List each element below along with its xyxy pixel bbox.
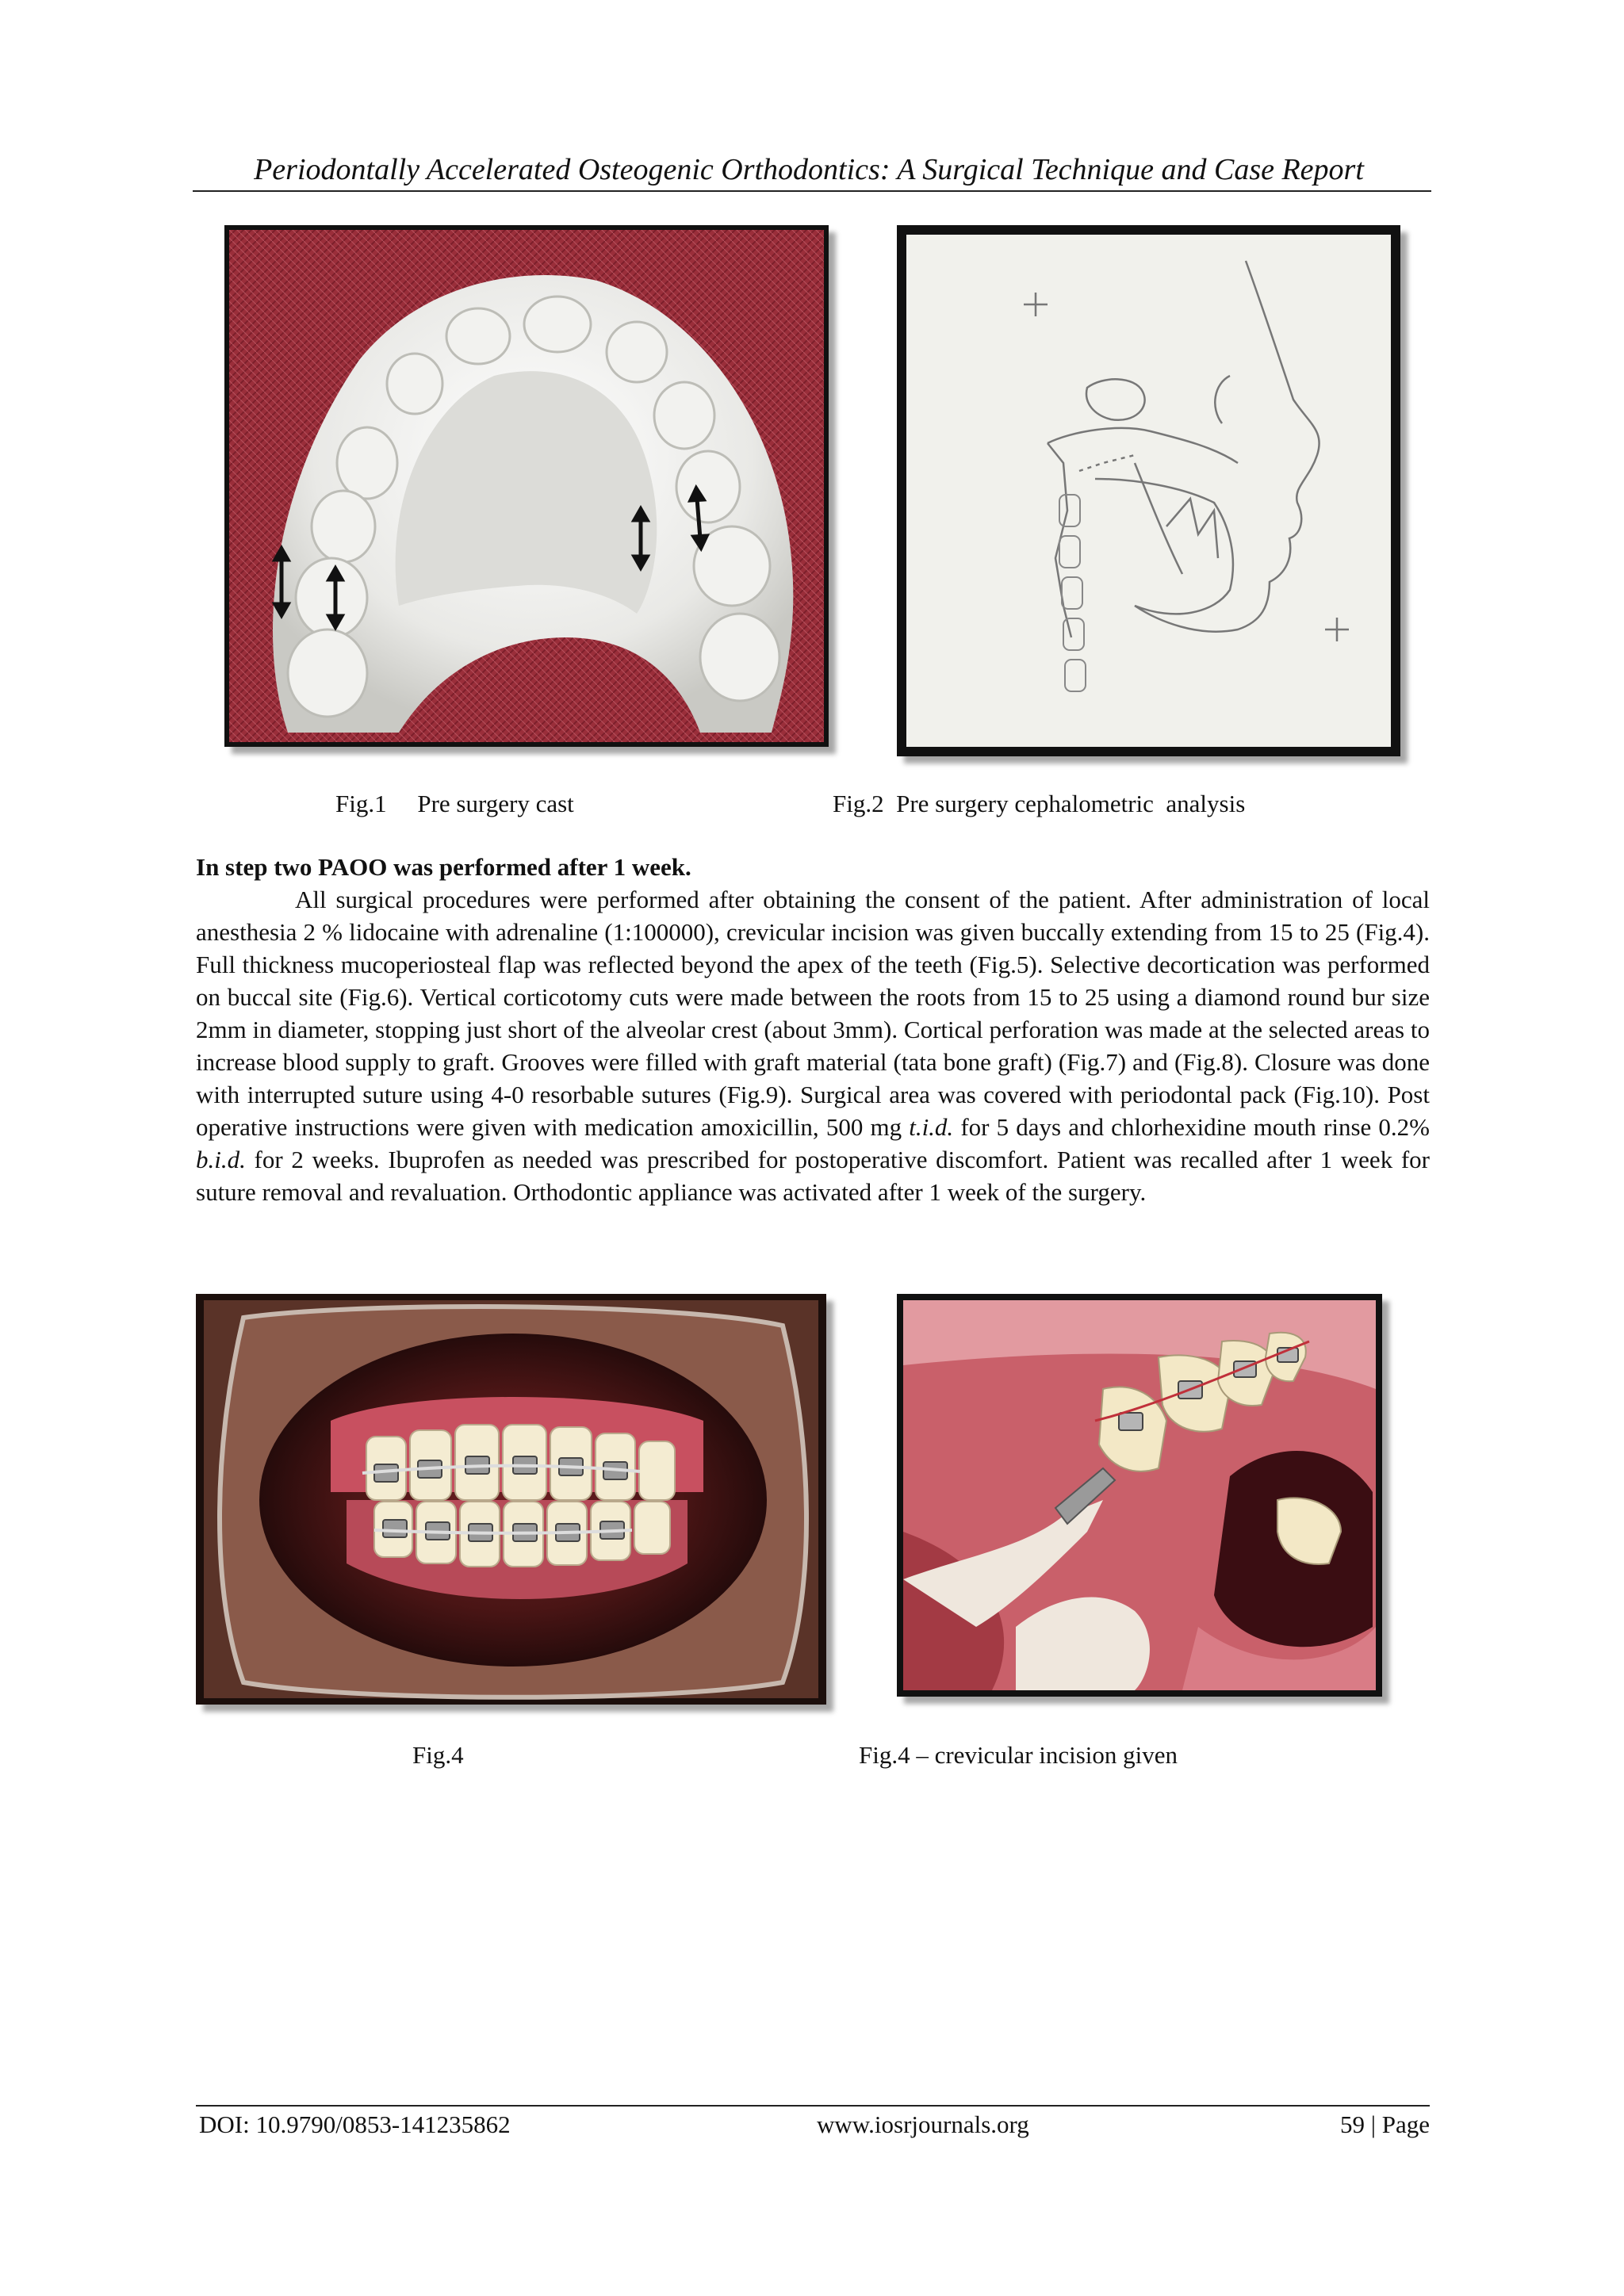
cephalometric-tracing-image: [897, 225, 1400, 756]
paragraph-text-part2: for 5 days and chlorhexidine mouth rinse 0.2%: [953, 1113, 1430, 1141]
paragraph-text-part1: All surgical procedures were performed after obtaining the consent of the patient. After administration of local anesthesia 2 % lidocaine with adrenaline (1:100000), crevicular incision was given buccally extending from 15 to 25 (Fig.4). Full thickness mucoperiosteal flap was reflected beyond the apex of the teeth (Fig.5). Selective decortication was performed on buccal site (Fig.6). Vertical corticotomy cuts were made between the roots from 15 to 25 using a diamond round bur size 2mm in diameter, stopping just short of the alveolar crest (about 3mm). Cortical perforation was made at the selected areas to increase blood supply to graft. Grooves were filled with graft material (tata bone graft) (Fig.7) and (Fig.8). Closure was done with interrupted suture using 4-0 resorbable sutures (Fig.9). Surgical area was covered with periodontal pack (Fig.10). Post operative instructions were given with medication amoxicillin, 500 mg: [196, 886, 1430, 1141]
cast-photo-image: [224, 225, 829, 747]
header-rule: [193, 190, 1431, 192]
figure-1-caption: Fig.1 Pre surgery cast: [335, 790, 574, 817]
tid-abbreviation: t.i.d.: [909, 1113, 954, 1141]
footer-doi: DOI: 10.9790/0853-141235862: [199, 2110, 511, 2138]
braces-frontal-photo-image: [196, 1294, 826, 1705]
figure-4-crevicular-incision: [897, 1294, 1382, 1697]
footer-website: www.iosrjournals.org: [817, 2110, 1029, 2138]
figure-2-cephalometric-analysis: [897, 225, 1400, 756]
bid-abbreviation: b.i.d.: [196, 1146, 246, 1173]
body-paragraph: [196, 883, 1430, 1208]
figure-1-pre-surgery-cast: [224, 225, 829, 747]
crevicular-incision-photo-image: [897, 1294, 1382, 1697]
section-heading: In step two PAOO was performed after 1 week.: [196, 853, 691, 881]
footer-page-number: 59 | Page: [1340, 2110, 1430, 2138]
figure-2-caption: Fig.2 Pre surgery cephalometric analysis: [833, 790, 1246, 817]
figure-4-braces-frontal: [196, 1294, 826, 1705]
paragraph-text-part3: for 2 weeks. Ibuprofen as needed was prescribed for postoperative discomfort. Patient was recalled after 1 week for suture removal and revaluation. Orthodontic appliance was activated after 1 week of the surgery.: [196, 1146, 1430, 1206]
figure-4-left-caption: Fig.4: [412, 1741, 464, 1769]
footer-rule: [196, 2105, 1430, 2107]
figure-4-right-caption: Fig.4 – crevicular incision given: [859, 1741, 1178, 1769]
running-header-title: Periodontally Accelerated Osteogenic Orthodontics: A Surgical Technique and Case Report: [254, 153, 1364, 186]
